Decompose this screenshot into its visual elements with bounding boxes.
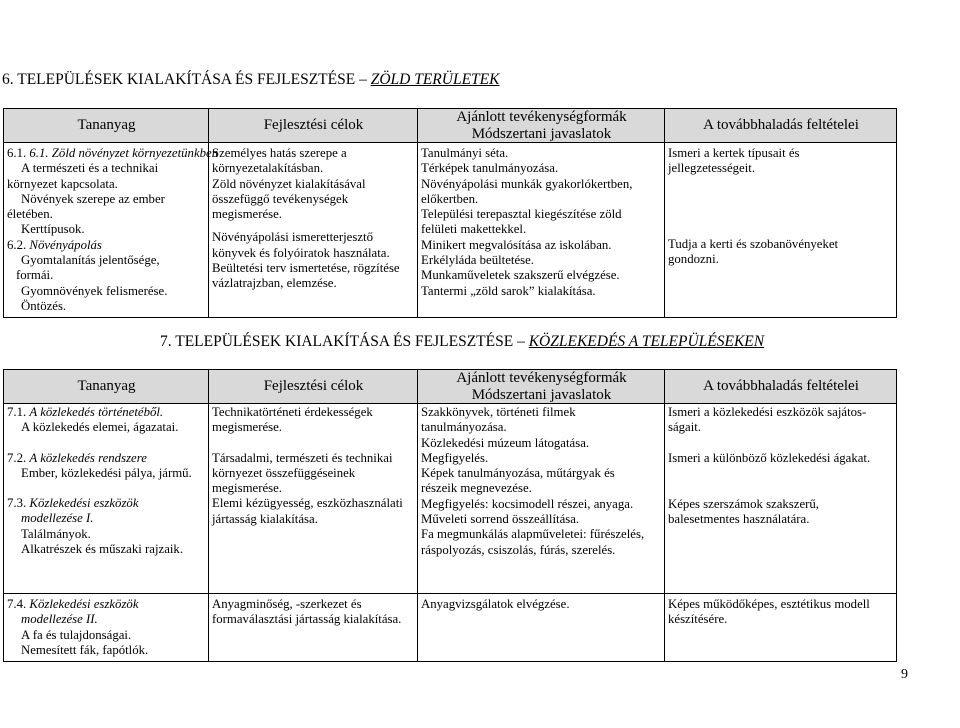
table-row [4, 594, 897, 662]
header-tananyag: Tananyag [4, 370, 209, 404]
table-header-row [4, 109, 897, 143]
tovabbhaladas-cell: Képes működőképes, esztétikus modell készítésére. [665, 594, 897, 662]
curriculum-table-6 [3, 108, 897, 318]
tevekenyseg-cell: Anyagvizsgálatok elvégzése. [418, 594, 665, 662]
tananyag-cell: 6.1. 6.1. Zöld növényzet környezetünkben A természeti és a technikai környezet kapcsolata. Növények szerepe az ember életében. Kerttípusok. 6.2. Növényápolás Gyomtalanítás jelentősége, formái. Gyomnövények felismerése. Öntözés. [4, 143, 209, 318]
table-row [4, 143, 897, 318]
fejlesztesi-cell: Technikatörténeti érdekességek megismerése. Társadalmi, természeti és technikai környezet összefüggéseinek megismerése. Elemi kézügyesség, eszközhasználati jártasság kialakítása. [209, 404, 418, 594]
header-tevekenysegformak: Ajánlott tevékenységformák Módszertani javaslatok [418, 109, 665, 143]
header-fejlesztesi-celok: Fejlesztési célok [209, 370, 418, 404]
header-tananyag: Tananyag [4, 109, 209, 143]
page-number: 9 [901, 667, 908, 682]
tananyag-cell: 7.4. Közlekedési eszközök modellezése II. A fa és tulajdonságai. Nemesített fák, fapótlók. [4, 594, 209, 662]
table-header-row [4, 370, 897, 404]
curriculum-table-7 [3, 369, 897, 662]
header-tovabbhaladas: A továbbhaladás feltételei [665, 370, 897, 404]
table-row [4, 404, 897, 594]
header-tovabbhaladas: A továbbhaladás feltételei [665, 109, 897, 143]
section7-title: 7. TELEPÜLÉSEK KIALAKÍTÁSA ÉS FEJLESZTÉSE – KÖZLEKEDÉS A TELEPÜLÉSEKEN [160, 333, 765, 350]
tovabbhaladas-cell: Ismeri a közlekedési eszközök sajátos- ságait. Ismeri a különböző közlekedési ágakat. Képes szerszámok szakszerű, balesetmentes használatára. [665, 404, 897, 594]
tevekenyseg-cell: Szakkönyvek, történeti filmek tanulmányozása. Közlekedési múzeum látogatása. Megfigyelés. Képek tanulmányozása, műtárgyak és részeik megnevezése. Megfigyelés: kocsimodell részei, anyaga. Műveleti sorrend összeállítása. Fa megmunkálás alapműveletei: fűrészelés, ráspolyozás, csiszolás, fúrás, szerelés. [418, 404, 665, 594]
header-tevekenysegformak: Ajánlott tevékenységformák Módszertani javaslatok [418, 370, 665, 404]
header-fejlesztesi-celok: Fejlesztési célok [209, 109, 418, 143]
fejlesztesi-cell: Személyes hatás szerepe a környezetalakításban. Zöld növényzet kialakításával összefüggő tevékenységek megismerése. Növényápolási ismeretterjesztő könyvek és folyóiratok használata. Beültetési terv ismertetése, rögzítése vázlatrajzban, elemzése. [209, 143, 418, 318]
fejlesztesi-cell: Anyagminőség, -szerkezet és formaválasztási jártasság kialakítása. [209, 594, 418, 662]
tovabbhaladas-cell: Ismeri a kertek típusait és jellegzetességeit. Tudja a kerti és szobanövényeket gondozni. [665, 143, 897, 318]
tananyag-cell: 7.1. A közlekedés történetéből. A közlekedés elemei, ágazatai. 7.2. A közlekedés rendszere Ember, közlekedési pálya, jármű. 7.3. Közlekedési eszközök modellezése I. Találmányok. Alkatrészek és műszaki rajzaik. [4, 404, 209, 594]
section6-title: 6. TELEPÜLÉSEK KIALAKÍTÁSA ÉS FEJLESZTÉSE – ZÖLD TERÜLETEK [2, 71, 500, 88]
tevekenyseg-cell: Tanulmányi séta. Térképek tanulmányozása. Növényápolási munkák gyakorlókertben, előkertben. Települési terepasztal kiegészítése zöld felületi makettekkel. Minikert megvalósítása az iskolában. Erkélyláda beültetése. Munkaműveletek szakszerű elvégzése. Tantermi „zöld sarok” kialakítása. [418, 143, 665, 318]
